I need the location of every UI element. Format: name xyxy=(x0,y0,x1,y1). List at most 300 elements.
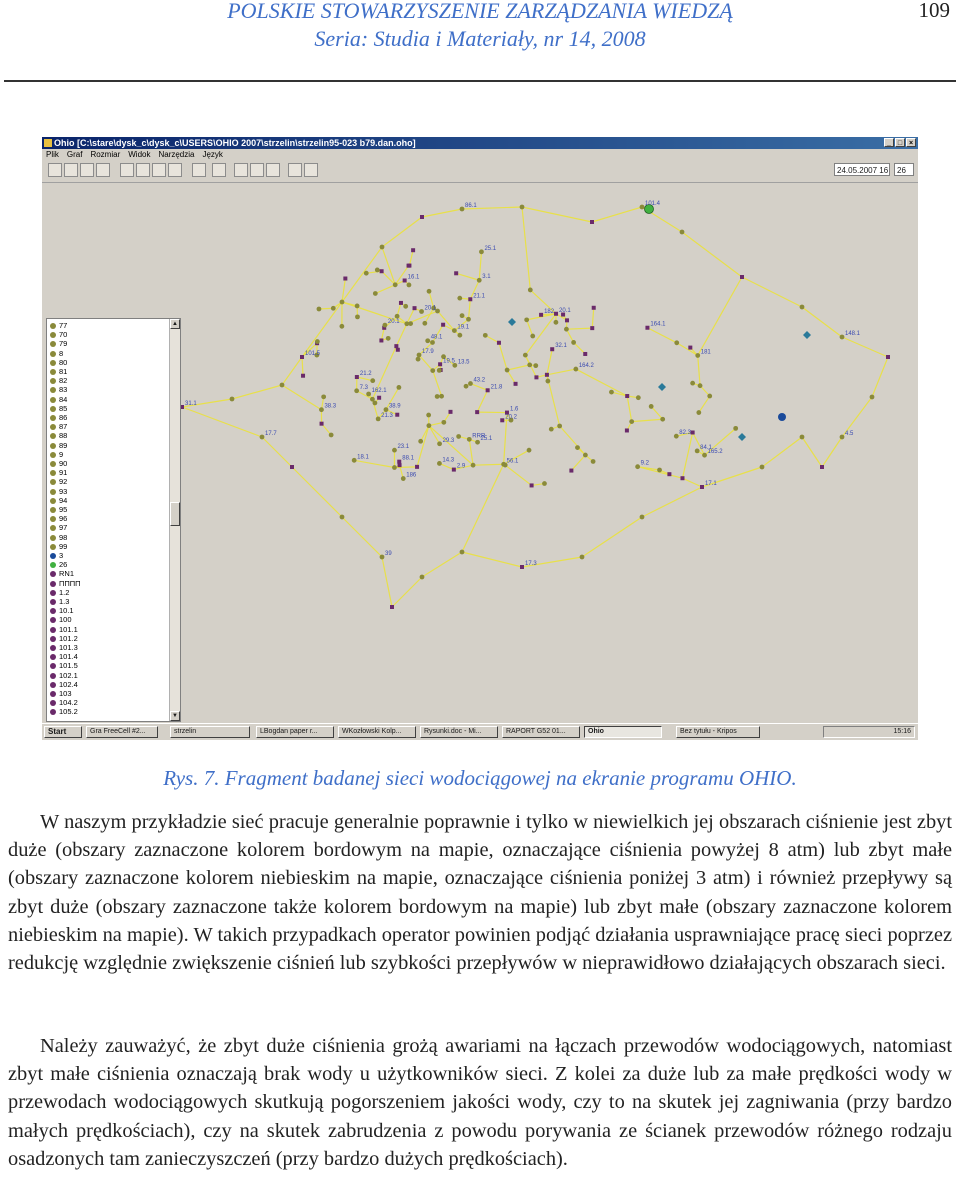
taskbar-item[interactable]: LBogdan paper r... xyxy=(256,726,334,738)
network-node xyxy=(437,441,442,446)
list-item[interactable] xyxy=(50,431,67,440)
list-item[interactable] xyxy=(50,569,74,578)
valve-marker xyxy=(396,348,400,352)
valve-marker xyxy=(554,312,558,316)
valve-marker xyxy=(539,313,543,317)
list-item[interactable] xyxy=(50,533,67,542)
network-node xyxy=(591,459,596,464)
network-node xyxy=(408,321,413,326)
network-node xyxy=(352,458,357,463)
node-icon xyxy=(50,332,56,338)
node-label: 20.1 xyxy=(559,307,571,314)
node-label: 17.1 xyxy=(705,481,717,487)
node-label: 43.2 xyxy=(473,377,486,384)
valve-marker xyxy=(550,347,554,351)
valve-marker xyxy=(397,460,401,464)
pipe xyxy=(462,552,522,567)
list-item[interactable] xyxy=(50,413,67,422)
node-label: 1.6 xyxy=(509,406,519,413)
valve-marker xyxy=(438,362,442,366)
list-item-label: 85 xyxy=(59,403,68,413)
node-icon xyxy=(50,443,56,449)
taskbar-item[interactable]: strzelin xyxy=(170,726,250,738)
node-icon xyxy=(50,571,56,577)
list-item[interactable] xyxy=(50,339,67,348)
list-item[interactable] xyxy=(50,349,63,358)
pipe xyxy=(627,396,631,422)
network-node xyxy=(380,245,385,250)
pipe xyxy=(438,311,455,331)
list-item-label: 87 xyxy=(59,422,68,432)
pipe xyxy=(822,437,842,467)
network-node xyxy=(554,320,559,325)
node-icon xyxy=(50,617,56,623)
pipe xyxy=(872,357,888,397)
node-label: 21.3 xyxy=(381,412,393,419)
taskbar-item-ohio[interactable]: Ohio xyxy=(584,726,662,738)
pipe xyxy=(419,355,433,371)
node-label: 14.3 xyxy=(442,457,455,464)
node-label: 56.1 xyxy=(506,458,519,465)
list-item-label: 1.2 xyxy=(59,587,70,597)
pipe xyxy=(547,369,576,375)
node-label: 17.3 xyxy=(525,561,537,567)
node-label: 32.1 xyxy=(555,343,567,350)
pipe xyxy=(592,308,593,328)
node-icon xyxy=(50,553,56,559)
node-icon xyxy=(50,369,56,375)
node-label: 162.1 xyxy=(371,388,387,395)
network-node xyxy=(695,353,700,358)
menu-rozmiar[interactable]: Rozmiar xyxy=(90,150,121,159)
node-icon xyxy=(50,378,56,384)
network-node xyxy=(384,407,389,412)
pipe xyxy=(642,487,702,517)
node-label: 25.1 xyxy=(480,436,493,443)
pipe xyxy=(477,390,487,412)
node-icon xyxy=(50,525,56,531)
list-item[interactable] xyxy=(50,441,67,450)
list-item[interactable] xyxy=(50,376,67,385)
pipe xyxy=(762,437,802,467)
taskbar-item[interactable]: Gra FreeCell #2... xyxy=(86,726,158,738)
scroll-up-icon[interactable]: ▲ xyxy=(170,319,180,329)
node-label: 182 xyxy=(544,308,555,315)
pipe xyxy=(507,370,515,384)
valve-marker xyxy=(590,326,594,330)
network-node xyxy=(542,481,547,486)
valve-marker xyxy=(497,341,501,345)
pipe xyxy=(462,464,504,552)
list-item-label: 89 xyxy=(59,440,68,450)
network-node xyxy=(260,435,265,440)
list-item[interactable] xyxy=(50,367,67,376)
node-label: 21.2 xyxy=(359,371,372,378)
network-node xyxy=(635,464,640,469)
scroll-down-icon[interactable]: ▼ xyxy=(170,711,180,721)
list-item-label: 95 xyxy=(59,505,68,514)
list-item[interactable] xyxy=(50,579,81,588)
pipe xyxy=(677,343,698,356)
pipe xyxy=(547,349,552,375)
list-item-label: 90 xyxy=(59,459,68,468)
menu-graf[interactable]: Graf xyxy=(66,150,83,159)
node-label: 84.1 xyxy=(700,444,712,451)
start-button[interactable]: Start xyxy=(44,726,82,738)
node-label: 23.1 xyxy=(397,444,410,451)
list-item[interactable] xyxy=(50,505,67,514)
network-node xyxy=(417,353,422,358)
list-item[interactable] xyxy=(50,321,67,330)
pipe xyxy=(375,285,395,294)
network-node xyxy=(418,439,423,444)
node-icon xyxy=(50,599,56,605)
network-node xyxy=(479,249,484,254)
network-node xyxy=(230,397,235,402)
network-node xyxy=(696,410,701,415)
pipe xyxy=(282,357,302,385)
valve-marker xyxy=(700,485,704,489)
pipe xyxy=(473,464,504,465)
network-node xyxy=(680,230,685,235)
list-item-label: 97 xyxy=(59,523,68,533)
node-label: 39 xyxy=(385,551,392,557)
valve-marker xyxy=(398,463,402,467)
node-label: 2.9 xyxy=(456,463,466,470)
node-label: 101.4 xyxy=(645,201,661,207)
list-item[interactable] xyxy=(50,707,78,716)
network-node xyxy=(427,289,432,294)
list-item[interactable] xyxy=(50,477,67,486)
network-node xyxy=(321,394,326,399)
pipe xyxy=(698,355,700,385)
pipe xyxy=(527,320,533,336)
list-item[interactable] xyxy=(50,698,78,707)
network-node xyxy=(403,304,408,309)
list-item[interactable] xyxy=(50,560,67,569)
node-label: 20.1 xyxy=(387,319,400,326)
list-item-label: 101.5 xyxy=(59,661,78,671)
list-item-label: 84 xyxy=(59,394,68,404)
pipe xyxy=(382,217,422,247)
node-icon xyxy=(50,387,56,393)
pipe xyxy=(582,517,642,557)
node-label: 38.3 xyxy=(324,403,337,410)
node-icon xyxy=(50,645,56,651)
pipe xyxy=(566,328,592,329)
valve-marker xyxy=(645,326,649,330)
network-node xyxy=(549,427,554,432)
node-label: 20.2 xyxy=(505,414,517,421)
network-node xyxy=(401,476,406,481)
list-item[interactable] xyxy=(50,606,74,615)
list-item[interactable] xyxy=(50,615,72,624)
list-item[interactable] xyxy=(50,459,67,468)
network-node xyxy=(636,395,641,400)
valve-marker xyxy=(454,271,458,275)
pipe xyxy=(292,467,342,517)
network-node xyxy=(468,381,473,386)
windows-taskbar xyxy=(42,723,918,740)
list-item[interactable] xyxy=(50,523,67,532)
ohio-screenshot xyxy=(42,137,918,740)
node-label: 9.2 xyxy=(640,460,649,467)
pump-marker xyxy=(738,433,746,441)
list-item-label: 105.2 xyxy=(59,707,78,717)
list-item[interactable] xyxy=(50,450,63,459)
node-icon xyxy=(50,654,56,660)
list-item[interactable] xyxy=(50,625,78,634)
network-node xyxy=(340,300,345,305)
zoom-field[interactable]: 26 xyxy=(894,163,914,176)
header-series: Seria: Studia i Materiały, nr 14, 2008 xyxy=(314,26,646,51)
list-item[interactable] xyxy=(50,652,78,661)
network-node xyxy=(800,305,805,310)
network-node xyxy=(419,309,424,314)
network-node xyxy=(690,381,695,386)
list-item-label: 92 xyxy=(59,477,68,487)
body-paragraph-2: Należy zauważyć, że zbyt duże ciśnienia grożą awariami na łączach przewodów wodociągowych, natomiast zbyt małe ciśnienia oznaczają brak wody u użytkowników sieci. Z kolei za duże lub za małe prędkości wody w przewodach wodociągowych skutkują pogorszeniem jakości wody, czy to na skutek jej zagniwania (przy bardzo małych prędkościach), czy na skutek zabrudzenia z powodu porywania ze ścianek przewodów różnego rodzaju osadzonych tam zanieczyszczeń (przy bardzo dużych prędkościach). xyxy=(8,1035,952,1170)
valve-marker xyxy=(301,374,305,378)
network-node xyxy=(452,328,457,333)
menu-plik[interactable]: Plik xyxy=(46,150,59,159)
menu-narzedzia[interactable]: Narzędzia xyxy=(158,150,195,159)
network-node xyxy=(382,323,387,328)
valve-marker xyxy=(691,430,695,434)
list-item-label: 10.1 xyxy=(59,606,74,616)
network-node xyxy=(870,395,875,400)
pipe xyxy=(698,277,742,355)
list-item-label: 86 xyxy=(59,413,68,422)
network-node xyxy=(467,437,472,442)
network-node xyxy=(660,417,665,422)
node-label: 164.2 xyxy=(578,363,594,370)
network-node xyxy=(640,515,645,520)
node-icon xyxy=(50,544,56,550)
pipe xyxy=(651,406,663,419)
list-item-label: 9 xyxy=(59,449,64,459)
valve-marker xyxy=(394,344,398,348)
list-item[interactable] xyxy=(50,671,78,680)
node-label: 165.2 xyxy=(707,449,723,456)
pipe xyxy=(282,385,321,410)
network-node xyxy=(426,423,431,428)
network-node xyxy=(530,334,535,339)
valve-marker xyxy=(395,413,399,417)
list-item-label: 88 xyxy=(59,431,68,441)
figure-caption: Rys. 7. Fragment badanej sieci wodociągowej na ekranie programu OHIO. xyxy=(163,766,797,790)
close-icon[interactable]: × xyxy=(906,138,916,147)
network-node xyxy=(315,339,320,344)
window-title: Ohio [C:\stare\dysk_c\dysk_c\USERS\OHIO 2007\strzelin\strzelin95-023 b79.dan.oho] xyxy=(54,138,416,148)
network-node xyxy=(386,336,391,341)
list-item-label: 101.2 xyxy=(59,633,78,643)
list-item[interactable] xyxy=(50,634,78,643)
network-node xyxy=(460,207,465,212)
node-icon xyxy=(50,323,56,329)
list-item[interactable] xyxy=(50,689,72,698)
valve-marker xyxy=(820,465,824,469)
taskbar-item[interactable]: RAPORT G52 01... xyxy=(502,726,580,738)
list-item-label: 91 xyxy=(59,468,68,478)
list-item[interactable] xyxy=(50,385,67,394)
list-item[interactable] xyxy=(50,468,67,477)
node-icon xyxy=(50,498,56,504)
list-item[interactable] xyxy=(50,422,67,431)
list-item[interactable] xyxy=(50,358,67,367)
node-label: 25.1 xyxy=(484,245,497,252)
list-item[interactable] xyxy=(50,551,63,560)
valve-marker xyxy=(590,220,594,224)
taskbar-item[interactable]: Rysunki.doc - Mi... xyxy=(420,726,498,738)
list-item-label: 26 xyxy=(59,560,68,570)
valve-marker xyxy=(688,346,692,350)
valve-marker xyxy=(355,375,359,379)
list-item[interactable] xyxy=(50,330,67,339)
node-icon xyxy=(50,507,56,513)
node-label: RRR xyxy=(472,433,486,440)
node-label: 88.1 xyxy=(402,455,414,462)
node-icon xyxy=(50,608,56,614)
valve-marker xyxy=(407,264,411,268)
network-node xyxy=(580,555,585,560)
node-icon xyxy=(50,691,56,697)
network-node xyxy=(760,465,765,470)
valve-marker xyxy=(486,388,490,392)
pipe xyxy=(354,460,394,467)
list-item[interactable] xyxy=(50,661,78,670)
list-item-label: 81 xyxy=(59,367,68,376)
valve-marker xyxy=(625,428,629,432)
list-item[interactable] xyxy=(50,404,67,413)
network-node xyxy=(471,463,476,468)
valve-marker xyxy=(300,355,304,359)
valve-marker xyxy=(449,410,453,414)
node-label: 21.8 xyxy=(490,384,503,391)
taskbar-item[interactable]: WKozłowski Kolp... xyxy=(338,726,416,738)
network-node xyxy=(392,448,397,453)
valve-marker xyxy=(403,278,407,282)
pipe xyxy=(505,465,531,485)
network-node xyxy=(331,306,336,311)
network-node xyxy=(460,313,465,318)
list-item-label: 80 xyxy=(59,357,68,367)
list-item[interactable] xyxy=(50,680,78,689)
valve-marker xyxy=(475,410,479,414)
list-item-label: 77 xyxy=(59,321,68,330)
pipe xyxy=(302,357,303,376)
pipe xyxy=(342,517,382,557)
list-item[interactable] xyxy=(50,597,69,606)
valve-marker xyxy=(625,394,629,398)
maximize-icon[interactable]: □ xyxy=(895,138,905,147)
page-header xyxy=(0,0,960,84)
pipe xyxy=(682,478,702,487)
node-label: 17.9 xyxy=(422,348,434,355)
list-scrollbar[interactable] xyxy=(169,319,180,721)
minimize-icon[interactable]: _ xyxy=(884,138,894,147)
node-label: 17.7 xyxy=(265,431,277,437)
network-node xyxy=(317,307,322,312)
list-item[interactable] xyxy=(50,588,69,597)
list-item-label: 70 xyxy=(59,330,68,340)
node-icon xyxy=(50,424,56,430)
pipe xyxy=(522,207,530,290)
valve-marker xyxy=(320,422,324,426)
pipe xyxy=(433,371,442,397)
menu-widok[interactable]: Widok xyxy=(128,150,151,159)
pipe xyxy=(682,432,692,478)
network-node xyxy=(280,383,285,388)
network-node xyxy=(457,296,462,301)
list-item[interactable] xyxy=(50,514,67,523)
menu-jezyk[interactable]: Język xyxy=(202,150,223,159)
node-label: 13.5 xyxy=(457,359,470,366)
network-node xyxy=(426,413,431,418)
list-item-label: 101.3 xyxy=(59,643,78,652)
network-node xyxy=(456,434,461,439)
date-field[interactable]: 24.05.2007 16 xyxy=(834,163,890,176)
network-node xyxy=(366,392,371,397)
valve-marker xyxy=(413,306,417,310)
pipe xyxy=(382,247,395,285)
pump-marker xyxy=(508,318,516,326)
element-list[interactable] xyxy=(46,318,181,722)
list-item[interactable] xyxy=(50,487,67,496)
network-node xyxy=(533,363,538,368)
list-item-label: 101.1 xyxy=(59,624,78,634)
list-item[interactable] xyxy=(50,643,78,652)
pipe xyxy=(409,250,413,265)
network-node xyxy=(437,368,442,373)
pipe xyxy=(429,426,440,444)
page-number: 109 xyxy=(918,0,950,22)
node-label: 38.9 xyxy=(388,403,401,410)
network-node xyxy=(520,205,525,210)
pipe xyxy=(699,396,710,413)
node-label: 48.1 xyxy=(430,334,443,341)
node-label: 101.5 xyxy=(305,351,321,357)
body-paragraph-1: W naszym przykładzie sieć pracuje generalnie poprawnie i tylko w niewielkich jej obszarach ciśnienie jest zbyt duże (obszary zaznaczone kolorem bordowym na mapie, oznaczające ciśnienia powyżej 8 atm) lub zbyt małe (obszary zaznaczone kolorem niebieskim na mapie, oznaczające ciśnienia poniżej 3 atm) i również przepływy są zbyt duże (obszary zaznaczone także kolorem bordowym na mapie) lub zbyt małe (obszary zaznaczone kolorem niebieskim na mapie). W takich przypadkach operator powinien podjąć działania usprawniające pracę sieci poprzez redukcję względnie zwiększenie ciśnień lub szybkości przepływów w nieprawidłowo działających obszarach sieci. xyxy=(8,811,952,975)
list-item-label: 94 xyxy=(59,495,68,505)
node-label: 19.5 xyxy=(443,358,455,365)
pipe xyxy=(522,207,592,222)
network-node xyxy=(457,333,462,338)
network-node xyxy=(475,440,480,445)
node-label: 29.3 xyxy=(442,437,455,444)
node-icon xyxy=(50,516,56,522)
list-item-label: 102.1 xyxy=(59,670,78,680)
network-node xyxy=(698,383,703,388)
taskbar-item[interactable]: Bez tytułu - Kripos xyxy=(676,726,760,738)
list-item[interactable] xyxy=(50,542,67,551)
scroll-thumb[interactable] xyxy=(170,502,180,526)
network-node xyxy=(840,335,845,340)
node-label: 16.1 xyxy=(407,274,420,281)
valve-marker xyxy=(399,301,403,305)
pipe xyxy=(632,419,663,421)
list-item[interactable] xyxy=(50,395,67,404)
network-node xyxy=(575,445,580,450)
network-node xyxy=(439,394,444,399)
list-item[interactable] xyxy=(50,496,67,505)
node-label: 164.1 xyxy=(650,321,666,328)
network-node xyxy=(505,368,510,373)
node-label: 3.1 xyxy=(482,274,491,281)
network-node xyxy=(649,404,654,409)
list-item-label: 101.4 xyxy=(59,652,78,662)
network-node xyxy=(375,268,380,273)
